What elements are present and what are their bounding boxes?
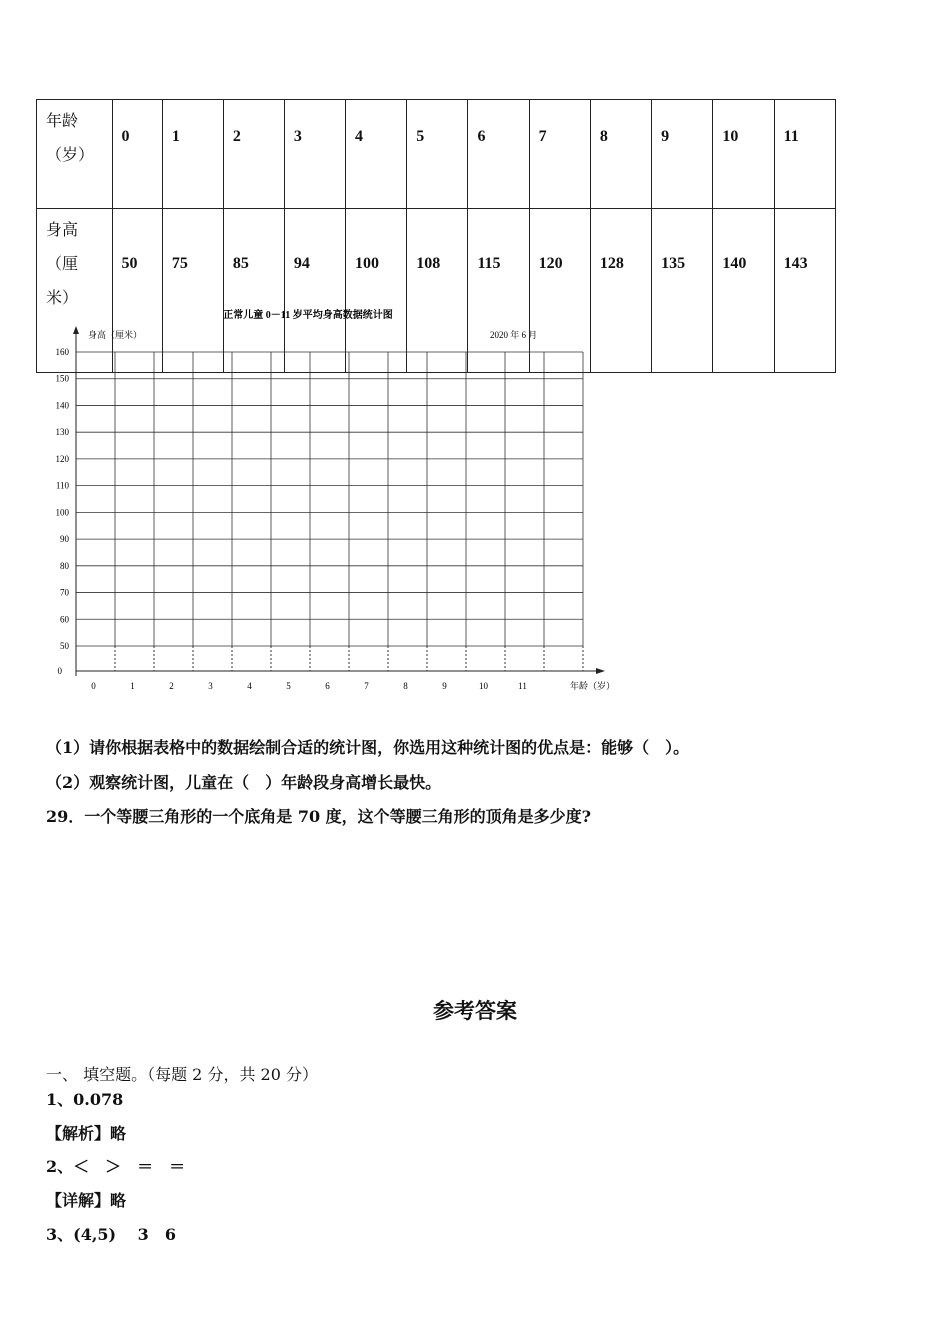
age-header-cell: [37, 100, 113, 209]
y-tick-label: 70: [60, 587, 69, 598]
answer-3: 3、(4,5) 3 6: [46, 1225, 176, 1244]
height-cell: 108: [407, 209, 468, 373]
y-tick-label: 60: [60, 614, 69, 625]
y-tick-label: 160: [55, 347, 69, 357]
question-2: （2）观察统计图，儿童在（ ）年龄段身高增长最快。: [46, 773, 442, 792]
chart-ylabel: 身高（厘米）: [88, 330, 143, 340]
age-cell: 10: [713, 100, 774, 209]
x-tick-label: 8: [403, 681, 408, 691]
chart-x-ticks: [91, 681, 527, 691]
y-tick-label: 80: [60, 560, 69, 571]
age-cell: 0: [112, 100, 162, 209]
height-header-line1: 身高: [46, 220, 79, 239]
age-cell: 2: [223, 100, 284, 209]
x-tick-label: 5: [286, 681, 291, 691]
age-cell: 1: [162, 100, 223, 209]
x-axis-arrow-icon: [596, 668, 605, 674]
height-line-chart: [40, 304, 630, 696]
height-cell: 128: [590, 209, 651, 373]
age-header-line1: 年龄: [46, 111, 79, 130]
answer-1-note: 【解析】略: [46, 1124, 127, 1143]
answers-title: 参考答案: [433, 999, 517, 1023]
y-tick-label: 130: [55, 427, 69, 438]
chart-grid: [76, 352, 583, 671]
x-tick-label: 10: [479, 681, 488, 691]
height-header-line3: 米）: [46, 288, 79, 307]
x-tick-label: 7: [364, 681, 369, 691]
height-cell: 115: [468, 209, 529, 373]
answers-section-heading: 一、 填空题。（每题 2 分，共 20 分）: [46, 1065, 318, 1084]
height-cell: 75: [162, 209, 223, 373]
age-cell: 11: [774, 100, 835, 209]
y-tick-label: 0: [57, 666, 62, 676]
question-1: （1）请你根据表格中的数据绘制合适的统计图，你选用这种统计图的优点是：能够（ ）。: [46, 738, 690, 757]
height-cell: 120: [529, 209, 590, 373]
x-tick-label: 11: [518, 681, 527, 691]
age-cell: 4: [345, 100, 406, 209]
y-tick-label: 110: [55, 480, 69, 491]
question-29: 29．一个等腰三角形的一个底角是 70 度，这个等腰三角形的顶角是多少度?: [46, 807, 592, 826]
height-cell: 100: [345, 209, 406, 373]
y-tick-label: 100: [55, 507, 69, 518]
age-cell: 6: [468, 100, 529, 209]
age-header-line2: （岁）: [46, 145, 95, 164]
chart-xlabel: 年龄（岁）: [570, 681, 616, 691]
height-cell: 94: [284, 209, 345, 373]
age-cell: 5: [407, 100, 468, 209]
y-tick-label: 50: [60, 641, 69, 651]
y-axis-arrow-icon: [73, 326, 79, 334]
height-cell: 135: [652, 209, 713, 373]
height-cell: 50: [112, 209, 162, 373]
answer-1: 1、0.078: [46, 1090, 124, 1109]
table-row-age: [37, 100, 836, 209]
y-tick-label: 120: [55, 453, 69, 464]
age-cell: 8: [590, 100, 651, 209]
x-tick-label: 3: [208, 681, 213, 691]
x-tick-label: 4: [247, 681, 252, 691]
height-cell: 140: [713, 209, 774, 373]
chart-title: 正常儿童 0－11 岁平均身高数据统计图: [223, 310, 393, 321]
height-header-line2: （厘: [46, 254, 79, 273]
y-tick-label: 150: [55, 373, 69, 384]
chart-y-ticks: [56, 347, 70, 676]
height-cell: 85: [223, 209, 284, 373]
height-cell: 143: [774, 209, 835, 373]
y-tick-label: 140: [55, 400, 69, 411]
age-cell: 9: [652, 100, 713, 209]
age-cell: 3: [284, 100, 345, 209]
answer-2: 2、＜ ＞ ＝ ＝: [46, 1157, 186, 1176]
x-tick-label: 2: [169, 681, 174, 691]
y-tick-label: 90: [60, 534, 69, 545]
chart-date: 2020 年 6 月: [490, 330, 538, 340]
answer-2-note: 【详解】略: [46, 1191, 127, 1210]
x-tick-label: 9: [442, 681, 447, 691]
x-tick-label: 6: [325, 681, 330, 691]
x-tick-label: 1: [130, 681, 135, 691]
x-tick-label: 0: [91, 681, 96, 691]
age-cell: 7: [529, 100, 590, 209]
